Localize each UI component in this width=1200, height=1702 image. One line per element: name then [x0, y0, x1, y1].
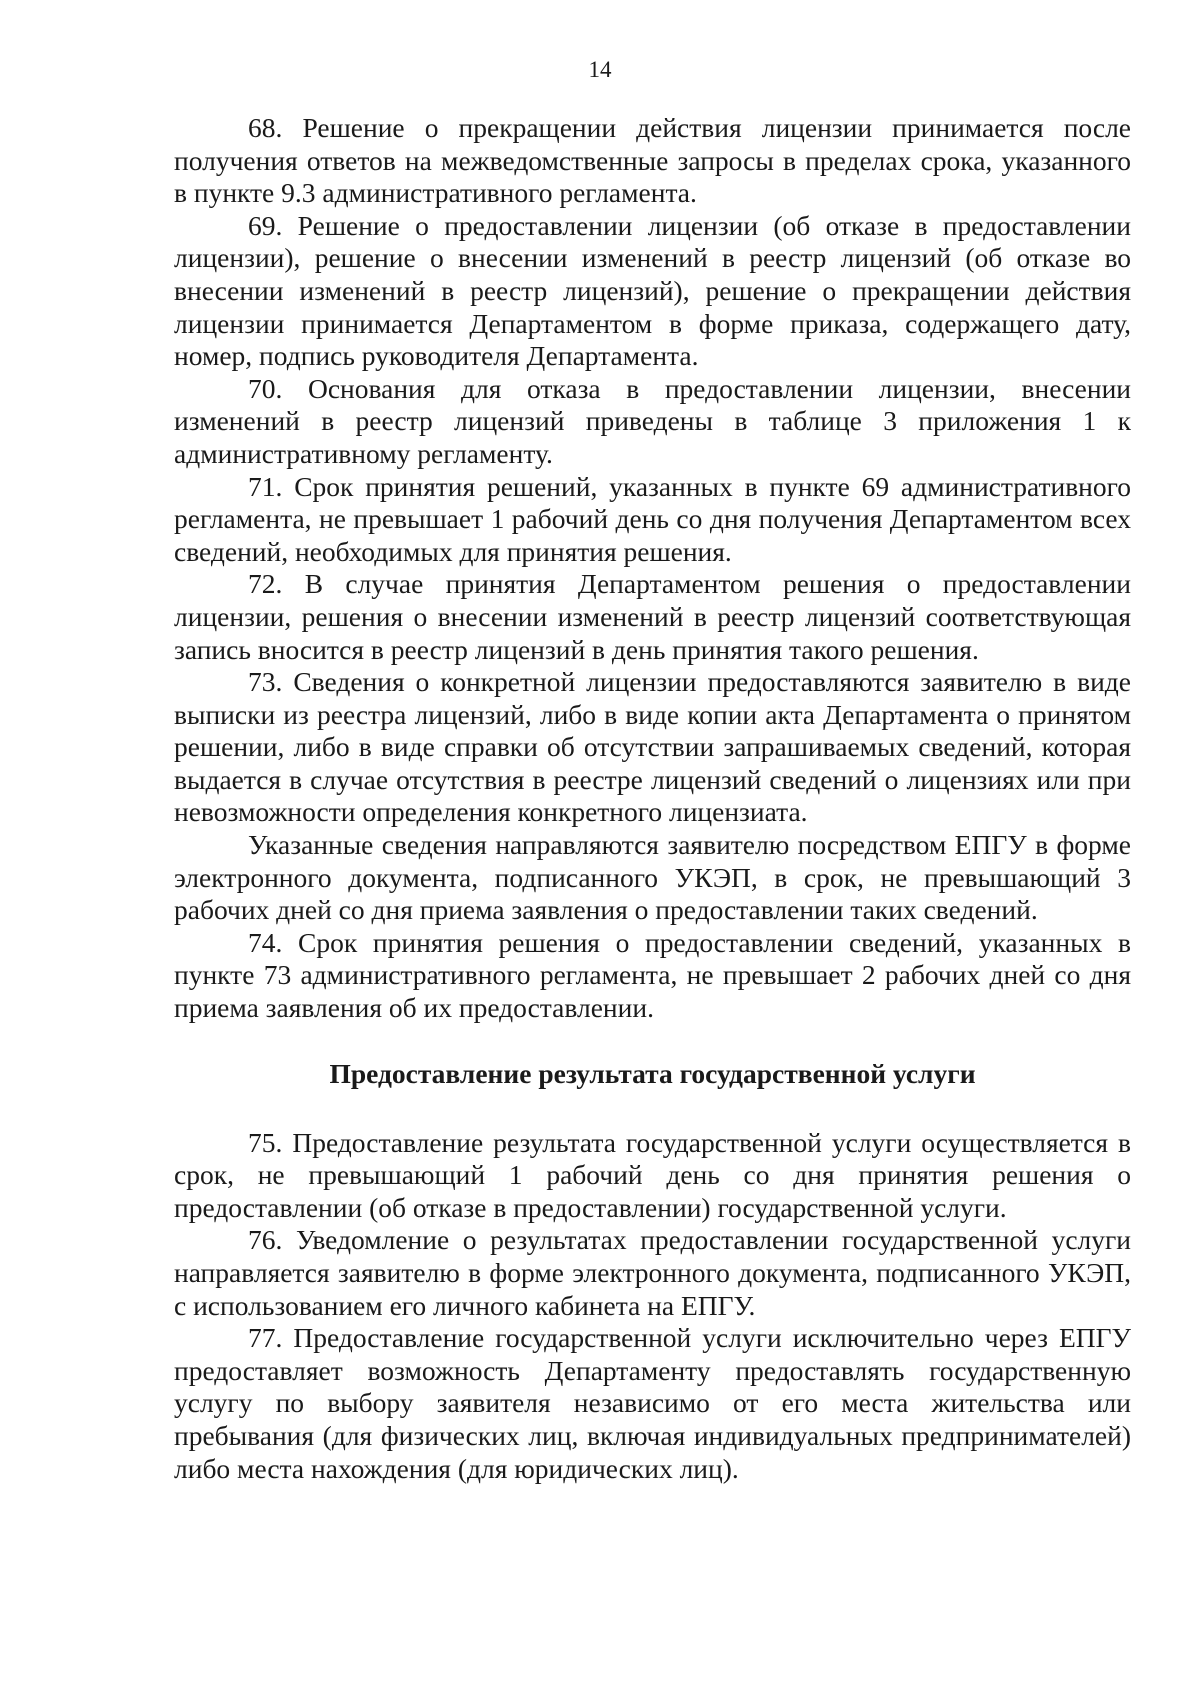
paragraph-70: 70. Основания для отказа в предоставлении лицензии, внесении изменений в реестр лицензий приведены в таблице 3 приложения 1 к административному регламенту.: [174, 372, 1131, 469]
paragraph-75: 75. Предоставление результата государственной услуги осуществляется в срок, не превышающий 1 рабочий день со дня принятия решения о предоставлении (об отказе в предоставлении) государственной услуги.: [174, 1126, 1131, 1223]
page-number: 14: [588, 57, 612, 82]
paragraph-73: 73. Сведения о конкретной лицензии предоставляются заявителю в виде выписки из реестра лицензий, либо в виде копии акта Департамента о принятом решении, либо в виде справки об отсутствии запрашиваемых сведений, которая выдается в случае отсутствия в реестре лицензий сведений о лицензиях или при невозможности определения конкретного лицензиата.: [174, 666, 1131, 828]
paragraph-71: 71. Срок принятия решений, указанных в пункте 69 административного регламента, не превышает 1 рабочий день со дня получения Департаментом всех сведений, необходимых для принятия решения.: [174, 470, 1131, 567]
paragraph-77: 77. Предоставление государственной услуги исключительно через ЕПГУ предоставляет возможность Департаменту предоставлять государственную услугу по выбору заявителя независимо от его места жительства или пребывания (для физических лиц, включая индивидуальных предпринимателей) либо места нахождения (для юридических лиц).: [174, 1322, 1131, 1484]
paragraph-72: 72. В случае принятия Департаментом решения о предоставлении лицензии, решения о внесении изменений в реестр лицензий соответствующая запись вносится в реестр лицензий в день принятия такого решения.: [174, 568, 1131, 665]
paragraph-73-continuation: Указанные сведения направляются заявителю посредством ЕПГУ в форме электронного документа, подписанного УКЭП, в срок, не превышающий 3 рабочих дней со дня приема заявления о предоставлении таких сведений.: [174, 829, 1131, 926]
paragraph-76: 76. Уведомление о результатах предоставлении государственной услуги направляется заявителю в форме электронного документа, подписанного УКЭП, с использованием его личного кабинета на ЕПГУ.: [174, 1224, 1131, 1321]
paragraph-69: 69. Решение о предоставлении лицензии (об отказе в предоставлении лицензии), решение о внесении изменений в реестр лицензий (об отказе во внесении изменений в реестр лицензий), решение о прекращении действия лицензии принимается Департаментом в форме приказа, содержащего дату, номер, подпись руководителя Департамента.: [174, 209, 1131, 372]
section-heading: Предоставление результата государственной услуги: [329, 1057, 976, 1089]
document-body: [174, 112, 1131, 1485]
paragraph-68: 68. Решение о прекращении действия лицензии принимается после получения ответов на межведомственные запросы в пределах срока, указанного в пункте 9.3 административного регламента.: [174, 112, 1131, 209]
paragraph-74: 74. Срок принятия решения о предоставлении сведений, указанных в пункте 73 административного регламента, не превышает 2 рабочих дней со дня приема заявления об их предоставлении.: [174, 926, 1131, 1024]
